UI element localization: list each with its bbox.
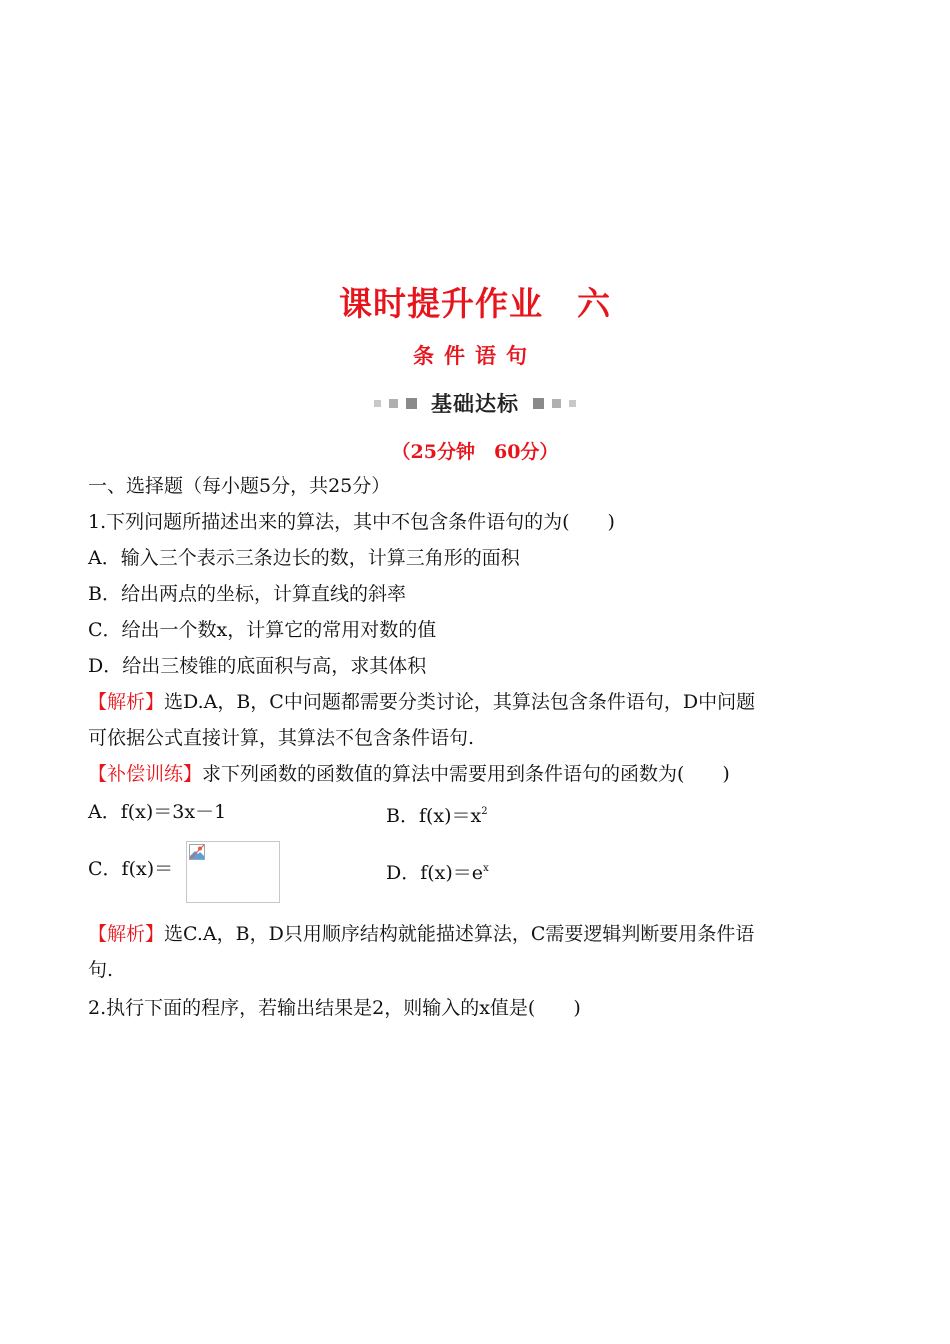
decor-square-icon	[569, 400, 576, 407]
question-1-option-b: B．给出两点的坐标，计算直线的斜率	[88, 583, 406, 605]
analysis-text: 选C.A，B，D只用顺序结构就能描述算法，C需要逻辑判断要用条件语	[164, 923, 755, 945]
analysis-tag: 【解析】	[88, 923, 165, 945]
question-1-analysis-cont: 可依据公式直接计算，其算法不包含条件语句.	[88, 727, 475, 749]
option-b-exponent: 2	[481, 806, 488, 817]
decor-square-icon	[533, 398, 544, 409]
question-1-stem: 1.下列问题所描述出来的算法，其中不包含条件语句的为( )	[88, 511, 615, 533]
decor-square-icon	[552, 399, 561, 408]
compensation-option-d	[386, 856, 489, 886]
decor-square-icon	[374, 400, 381, 407]
compensation-text: 求下列函数的函数值的算法中需要用到条件语句的函数为( )	[202, 763, 730, 785]
question-1-option-a: A．输入三个表示三条边长的数，计算三角形的面积	[88, 547, 520, 569]
section-banner	[0, 388, 950, 418]
question-1-analysis	[88, 689, 755, 715]
compensation-option-c: C．f(x)＝	[88, 858, 174, 880]
compensation-tag: 【补偿训练】	[88, 763, 203, 785]
analysis-tag: 【解析】	[88, 691, 165, 713]
analysis-text: 选D.A，B，C中问题都需要分类讨论，其算法包含条件语句，D中问题	[164, 691, 756, 713]
page-title: 课时提升作业 六	[339, 284, 611, 323]
compensation-analysis-cont: 句.	[88, 959, 114, 981]
option-d-text: D．f(x)＝e	[386, 862, 484, 884]
part-heading: 一、选择题（每小题5分，共25分）	[88, 475, 391, 497]
compensation-stem	[88, 761, 730, 787]
broken-image-icon	[189, 844, 205, 860]
formula-image-placeholder	[186, 841, 280, 903]
decor-square-icon	[389, 399, 398, 408]
compensation-option-a: A．f(x)＝3x－1	[88, 801, 227, 823]
section-label: 基础达标	[431, 392, 519, 416]
option-b-text: B．f(x)＝x	[386, 805, 482, 827]
option-d-exponent: x	[483, 863, 489, 874]
question-2-stem: 2.执行下面的程序，若输出结果是2，则输入的x值是( )	[88, 997, 581, 1019]
question-1-option-d: D．给出三棱锥的底面积与高，求其体积	[88, 655, 427, 677]
compensation-option-b	[386, 799, 488, 829]
compensation-analysis	[88, 921, 754, 947]
question-1-option-c: C．给出一个数x，计算它的常用对数的值	[88, 619, 437, 641]
decor-square-icon	[406, 398, 417, 409]
page-subtitle: 条件语句	[413, 344, 537, 368]
time-limit: （25分钟 60分）	[391, 441, 559, 463]
